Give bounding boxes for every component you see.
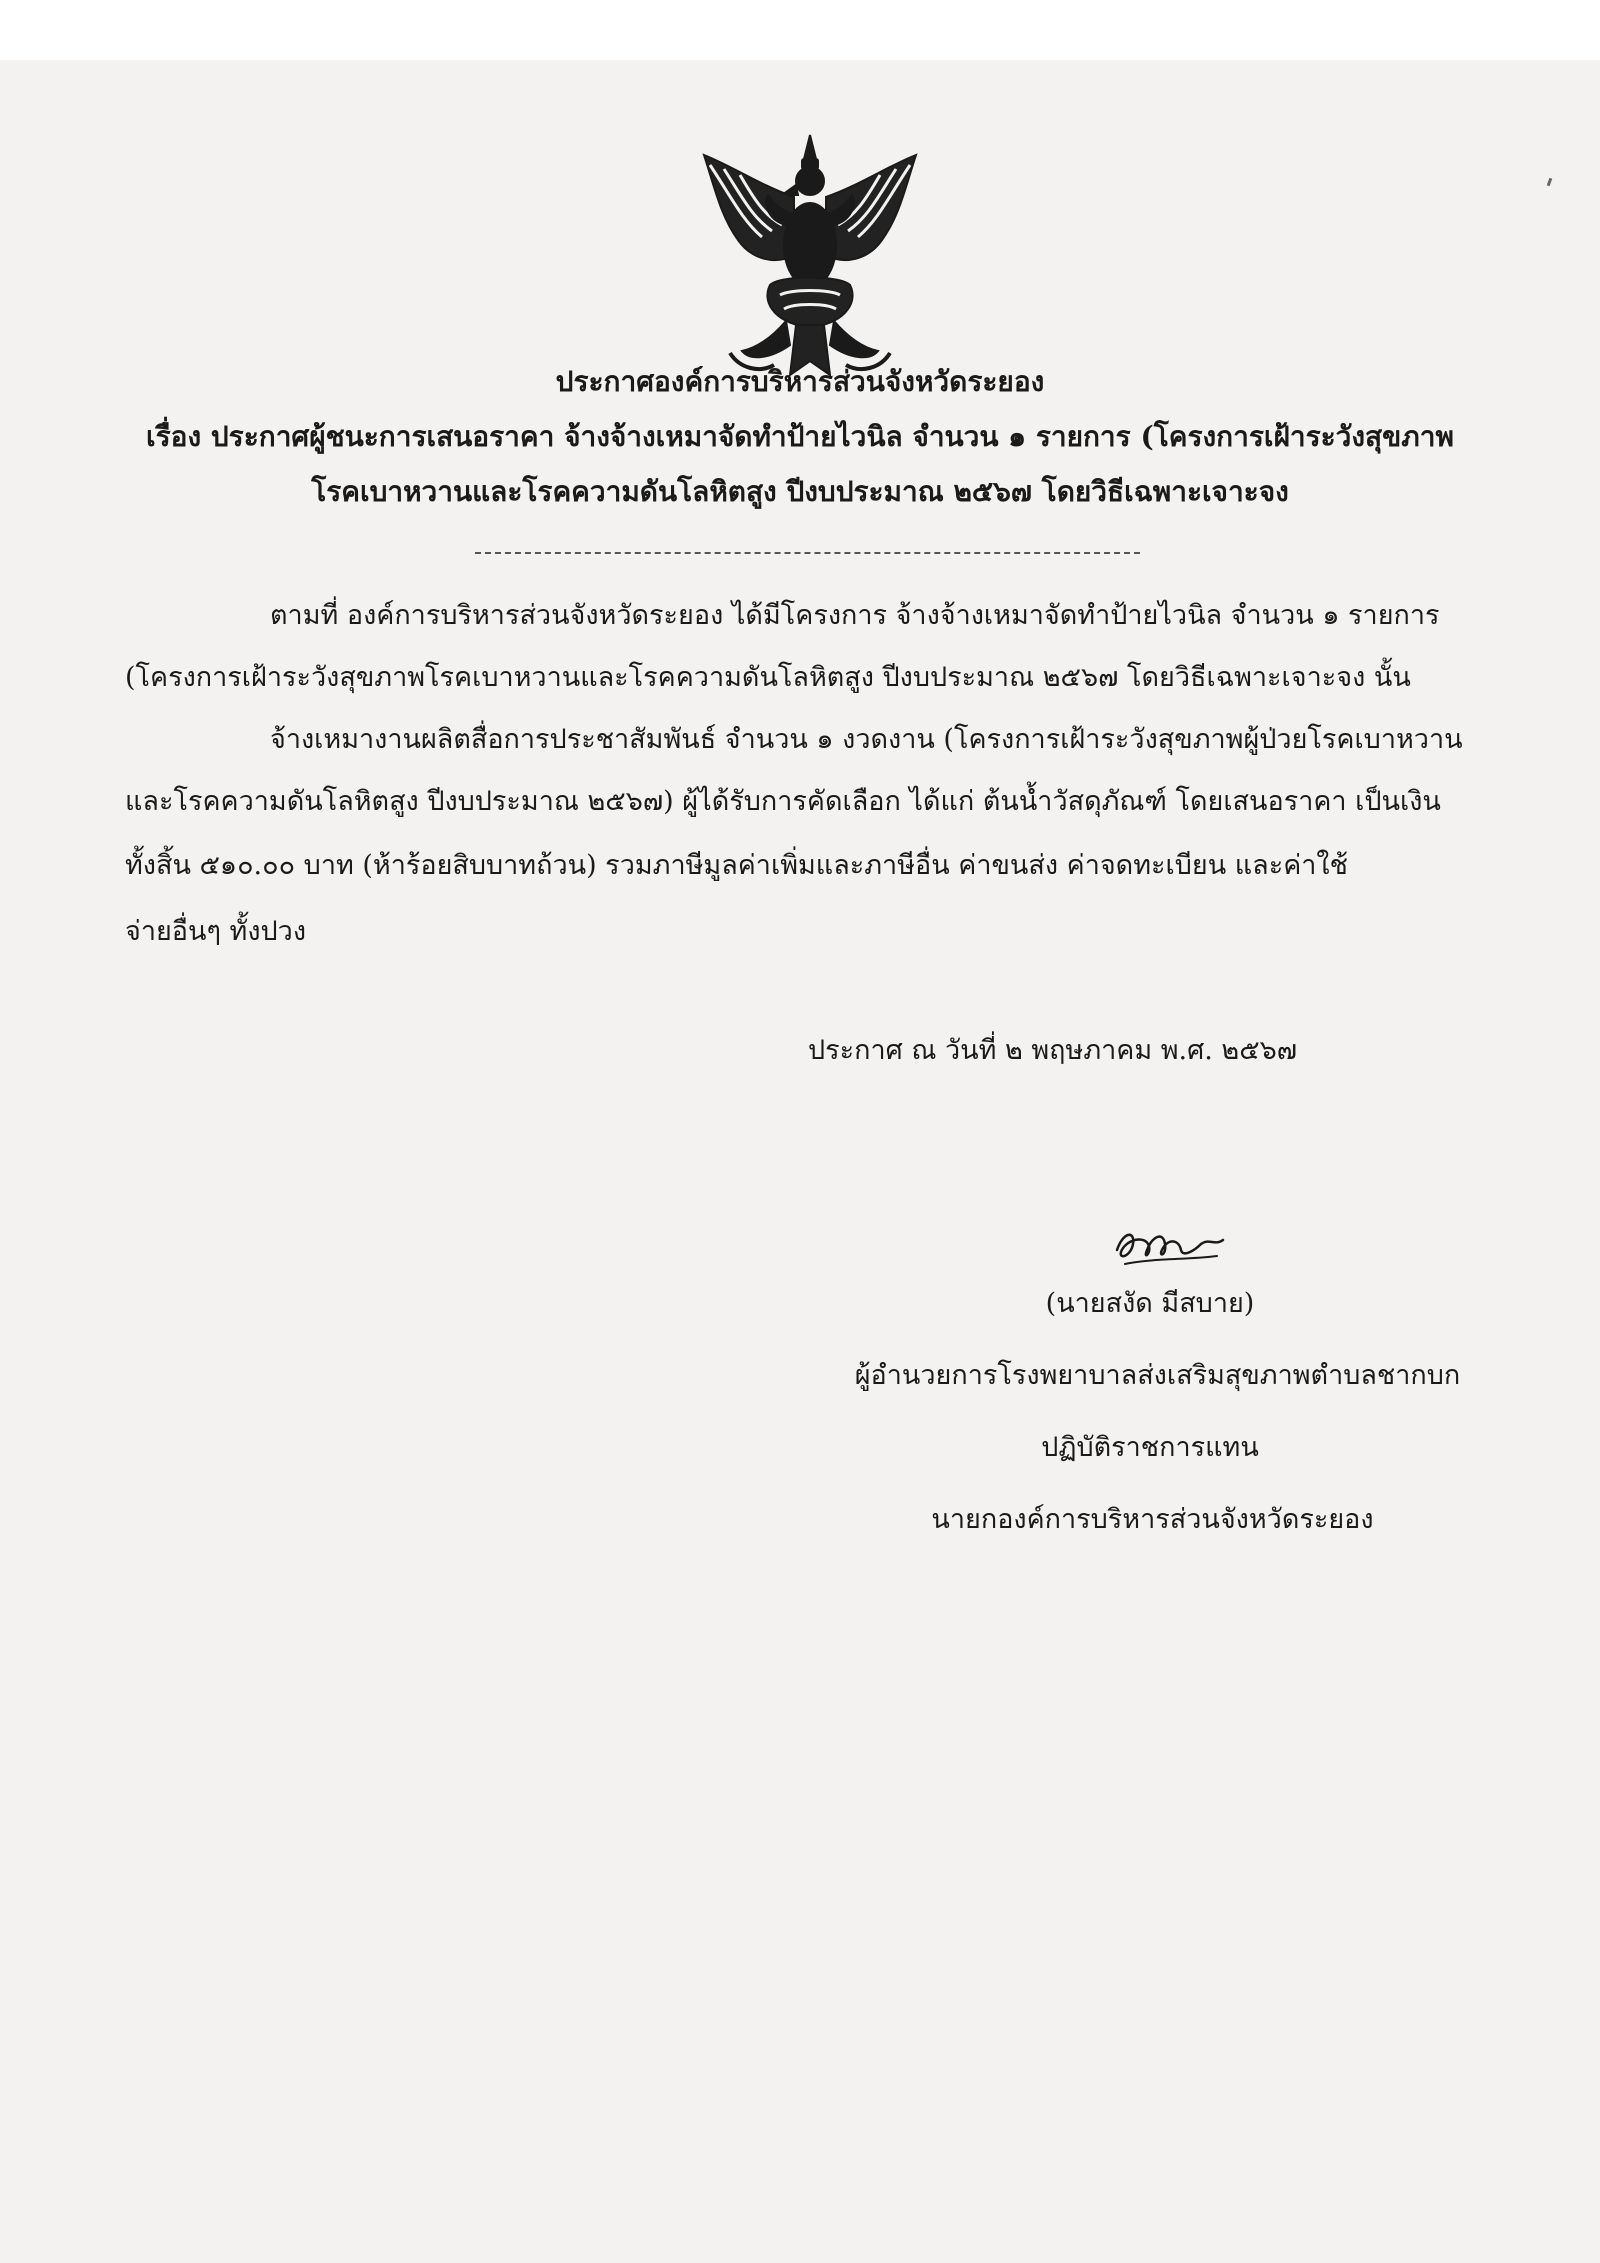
subject-line-1: เรื่อง ประกาศผู้ชนะการเสนอราคา จ้างจ้างเหมาจัดทำป้ายไวนิล จำนวน ๑ รายการ (โครงการเฝ้าระวังสุขภาพ — [146, 420, 1454, 453]
paragraph-2-line-3: ทั้งสิ้น ๕๑๐.๐๐ บาท (ห้าร้อยสิบบาทถ้วน) รวมภาษีมูลค่าเพิ่มและภาษีอื่น ค่าขนส่ง ค่าจดทะเบียน และค่าใช้ — [125, 850, 1348, 881]
document-title: ประกาศองค์การบริหารส่วนจังหวัดระยอง — [555, 365, 1045, 398]
paragraph-1-line-2: (โครงการเฝ้าระวังสุขภาพโรคเบาหวานและโรคความดันโลหิตสูง ปีงบประมาณ ๒๕๖๗ โดยวิธีเฉพาะเจาะจง นั้น — [125, 662, 1411, 693]
acting-on-behalf: ปฏิบัติราชการแทน — [1041, 1432, 1259, 1463]
paragraph-1-line-1: ตามที่ องค์การบริหารส่วนจังหวัดระยอง ได้มีโครงการ จ้างจ้างเหมาจัดทำป้ายไวนิล จำนวน ๑ รายการ — [270, 600, 1440, 631]
handwritten-signature — [1105, 1210, 1235, 1280]
announcement-date: ประกาศ ณ วันที่ ๒ พฤษภาคม พ.ศ. ๒๕๖๗ — [808, 1035, 1298, 1066]
signer-position: ผู้อำนวยการโรงพยาบาลส่งเสริมสุขภาพตำบลชากบก — [854, 1360, 1461, 1391]
signer-name: (นายสงัด มีสบาย) — [1045, 1288, 1255, 1319]
paragraph-2-line-4: จ่ายอื่นๆ ทั้งปวง — [125, 916, 307, 947]
title-divider — [475, 552, 1140, 554]
subject-line-2: โรคเบาหวานและโรคความดันโลหิตสูง ปีงบประมาณ ๒๕๖๗ โดยวิธีเฉพาะเจาะจง — [311, 475, 1289, 508]
garuda-emblem-icon — [690, 125, 930, 395]
paragraph-2-line-1: จ้างเหมางานผลิตสื่อการประชาสัมพันธ์ จำนวน ๑ งวดงาน (โครงการเฝ้าระวังสุขภาพผู้ป่วยโรคเบาหวาน — [270, 724, 1463, 755]
paper-speck — [1547, 178, 1553, 187]
signing-authority: นายกองค์การบริหารส่วนจังหวัดระยอง — [931, 1504, 1374, 1535]
paragraph-2-line-2: และโรคความดันโลหิตสูง ปีงบประมาณ ๒๕๖๗) ผู้ได้รับการคัดเลือก ได้แก่ ต้นน้ำวัสดุภัณฑ์ โดยเสนอราคา เป็นเงิน — [125, 786, 1441, 817]
document-page — [0, 60, 1600, 2263]
